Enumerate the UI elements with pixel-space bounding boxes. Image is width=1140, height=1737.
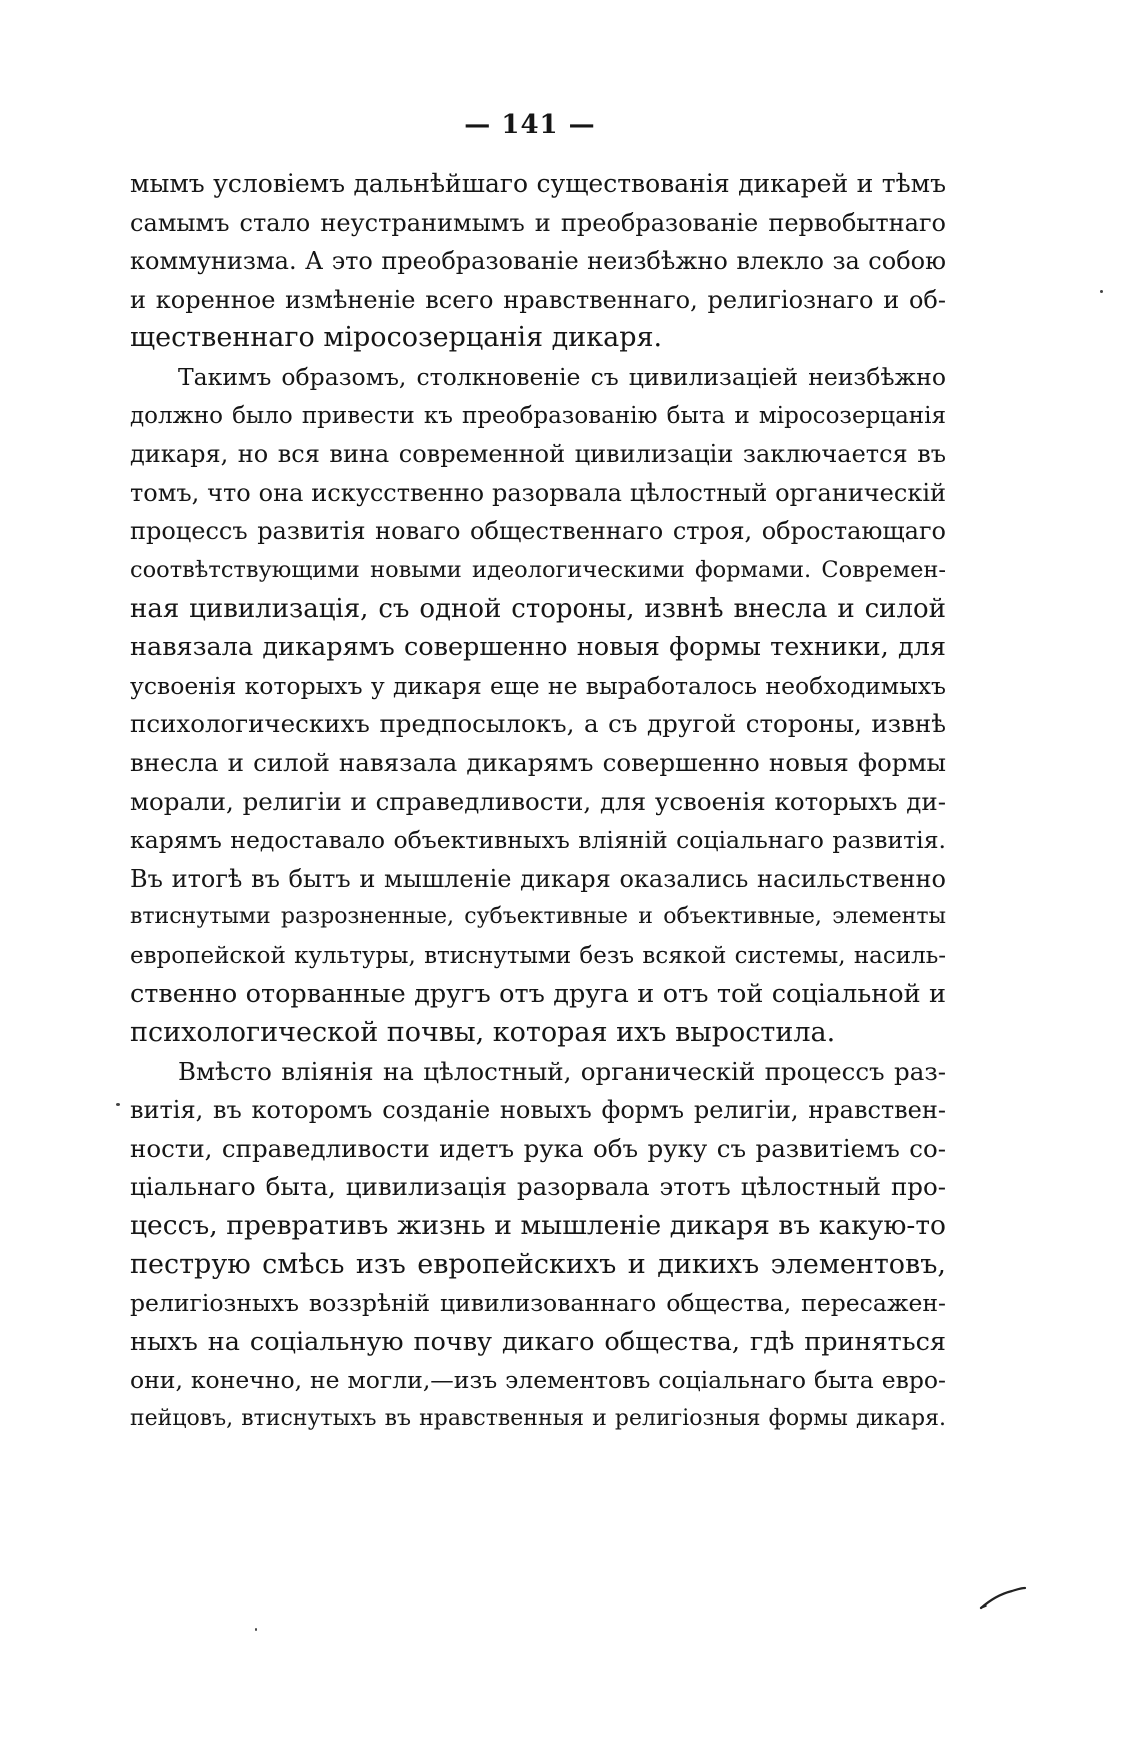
text-line: пеструю смѣсь изъ европейскихъ и дикихъ элементовъ, xyxy=(130,1248,946,1280)
text-line: Въ итогѣ въ бытъ и мышленіе дикаря оказались насильственно xyxy=(130,864,946,893)
text-line: томъ, что она искусственно разорвала цѣлостный органическій xyxy=(130,478,946,507)
text-line: карямъ недоставало объективныхъ вліяній соціальнаго развитія. xyxy=(130,826,946,855)
body-text xyxy=(130,165,946,1439)
text-line: ственно оторванные другъ отъ друга и отъ той соціальной и xyxy=(130,979,946,1010)
text-line: религіозныхъ воззрѣній цивилизованнаго общества, пересажен- xyxy=(130,1289,946,1318)
text-line: пейцовъ, втиснутыхъ въ нравственныя и религіозныя формы дикаря. xyxy=(130,1406,946,1431)
text-line: самымъ стало неустранимымъ и преобразованіе первобытнаго xyxy=(130,208,946,237)
text-line: ная цивилизація, съ одной стороны, извнѣ внесла и силой xyxy=(130,593,946,624)
text-line: мымъ условіемъ дальнѣйшаго существованія дикарей и тѣмъ xyxy=(130,169,946,198)
scan-speck xyxy=(116,1103,120,1106)
text-line: они, конечно, не могли,—изъ элементовъ соціальнаго быта евро- xyxy=(130,1366,946,1395)
text-line: усвоенія которыхъ у дикаря еще не выработалось необходимыхъ xyxy=(130,671,946,700)
text-line: ныхъ на соціальную почву дикаго общества, гдѣ приняться xyxy=(130,1326,946,1357)
pencil-mark-icon xyxy=(978,1582,1028,1612)
text-line: Такимъ образомъ, столкновеніе съ цивилизаціей неизбѣжно xyxy=(178,362,946,391)
text-line: психологическихъ предпосылокъ, а съ другой стороны, извнѣ xyxy=(130,709,946,739)
text-line: соотвѣтствующими новыми идеологическими формами. Современ- xyxy=(130,556,946,583)
text-line: морали, религіи и справедливости, для усвоенія которыхъ ди- xyxy=(130,786,946,816)
paragraph-1 xyxy=(130,165,946,358)
text-line: ціальнаго быта, цивилизація разорвала этотъ цѣлостный про- xyxy=(130,1172,946,1202)
text-line: Вмѣсто вліянія на цѣлостный, органическій процессъ раз- xyxy=(178,1056,946,1086)
paragraph-3 xyxy=(130,1053,946,1439)
text-line: дикаря, но вся вина современной цивилизаціи заключается въ xyxy=(130,440,946,469)
text-line: психологической почвы, которая ихъ выростила. xyxy=(130,1017,836,1049)
text-line: навязала дикарямъ совершенно новыя формы техники, для xyxy=(130,632,946,663)
page-number: — 141 — xyxy=(464,110,596,140)
text-line: цессъ, превративъ жизнь и мышленіе дикаря въ какую-то xyxy=(130,1210,946,1242)
text-line: щественнаго міросозерцанія дикаря. xyxy=(130,322,663,354)
text-line: процессъ развитія новаго общественнаго строя, обростающаго xyxy=(130,517,946,546)
text-line: и коренное измѣненіе всего нравственнаго, религіознаго и об- xyxy=(130,285,946,314)
text-line: ности, справедливости идетъ рука объ руку съ развитіемъ со- xyxy=(130,1133,946,1163)
paragraph-2 xyxy=(130,358,946,1053)
text-line: коммунизма. А это преобразованіе неизбѣжно влекло за собою xyxy=(130,247,946,276)
scan-speck xyxy=(1100,290,1103,293)
text-line: втиснутыми разрозненные, субъективные и объективные, элементы xyxy=(130,904,946,930)
text-line: должно было привести къ преобразованію быта и міросозерцанія xyxy=(130,402,946,429)
scan-speck xyxy=(255,1628,257,1631)
text-line: европейской культуры, втиснутыми безъ всякой системы, насиль- xyxy=(130,942,946,969)
text-line: внесла и силой навязала дикарямъ совершенно новыя формы xyxy=(130,747,946,777)
text-line: витія, въ которомъ созданіе новыхъ формъ религіи, нравствен- xyxy=(130,1096,946,1125)
